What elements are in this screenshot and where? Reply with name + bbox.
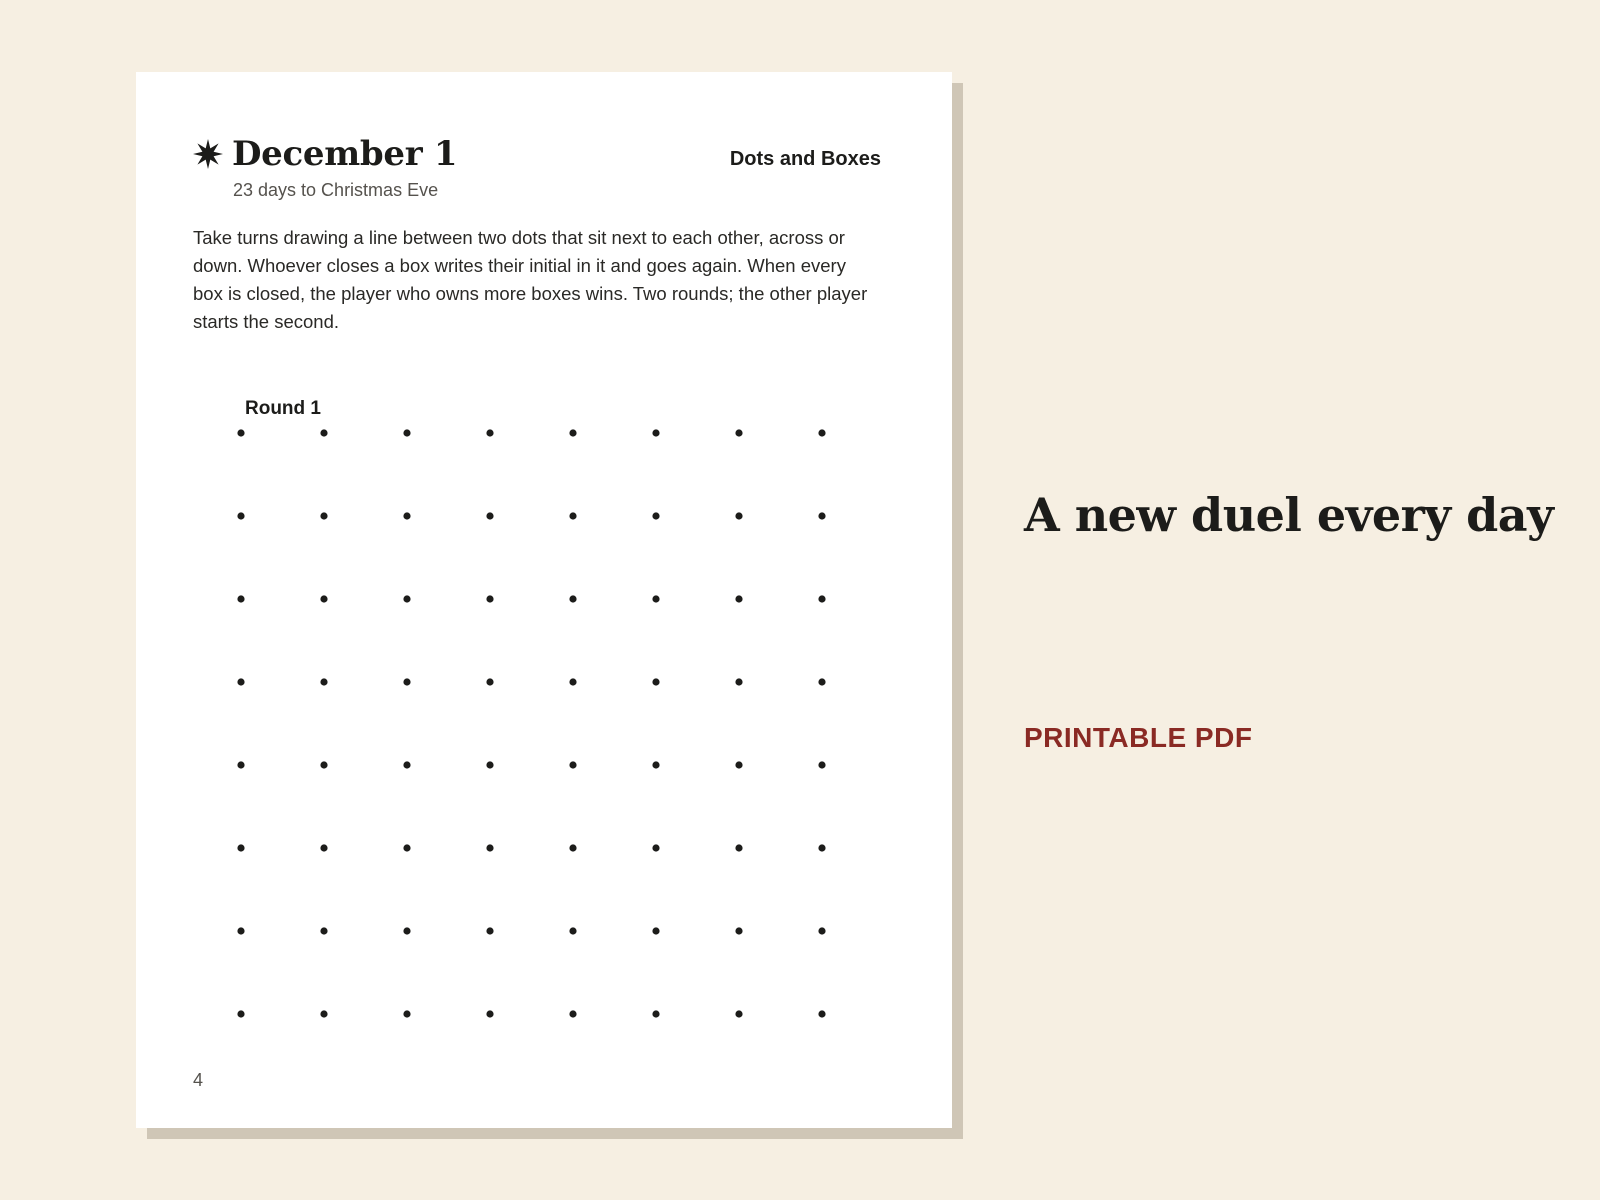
grid-dot (569, 512, 576, 519)
grid-dot (735, 844, 742, 851)
date-title: December 1 (232, 134, 458, 174)
grid-dot (652, 761, 659, 768)
game-name: Dots and Boxes (729, 148, 881, 170)
grid-dot (486, 1010, 493, 1017)
grid-dot (818, 512, 825, 519)
date-header (193, 134, 457, 174)
grid-dot (403, 761, 410, 768)
grid-dot (320, 927, 327, 934)
format-label: PRINTABLE PDF (1024, 722, 1253, 753)
grid-dot (320, 761, 327, 768)
round-label: Round 1 (245, 398, 321, 419)
grid-dot (735, 1010, 742, 1017)
grid-dot (735, 429, 742, 436)
activity-page (136, 72, 952, 1128)
grid-dot (569, 595, 576, 602)
countdown-text: 23 days to Christmas Eve (233, 180, 439, 200)
grid-dot (486, 761, 493, 768)
grid-dot (403, 595, 410, 602)
grid-dot (403, 844, 410, 851)
grid-dot (237, 761, 244, 768)
grid-dot (403, 429, 410, 436)
grid-dot (237, 429, 244, 436)
grid-dot (403, 512, 410, 519)
grid-dot (486, 927, 493, 934)
grid-dot (237, 512, 244, 519)
grid-dot (569, 678, 576, 685)
grid-dot (735, 678, 742, 685)
grid-dot (237, 844, 244, 851)
grid-dot (652, 429, 659, 436)
grid-dot (818, 595, 825, 602)
grid-dot (652, 512, 659, 519)
grid-dot (735, 512, 742, 519)
grid-dot (818, 429, 825, 436)
grid-dot (569, 761, 576, 768)
grid-dot (237, 678, 244, 685)
instructions-text: Take turns drawing a line between two dots that sit next to each other, across or down. Whoever closes a box writes their initial in it and goes again. When every box is closed, the player who owns more boxes wins. Two rounds; the other player starts the second. (193, 227, 868, 332)
grid-dot (818, 678, 825, 685)
grid-dot (569, 927, 576, 934)
grid-dot (569, 1010, 576, 1017)
grid-dot (486, 512, 493, 519)
grid-dot (403, 1010, 410, 1017)
dot-grid (236, 428, 836, 1028)
grid-dot (818, 927, 825, 934)
grid-dot (652, 678, 659, 685)
grid-dot (652, 595, 659, 602)
grid-dot (403, 927, 410, 934)
grid-dot (818, 1010, 825, 1017)
grid-dot (403, 678, 410, 685)
grid-dot (486, 595, 493, 602)
grid-dot (486, 429, 493, 436)
grid-dot (320, 844, 327, 851)
page-number: 4 (193, 1070, 204, 1090)
grid-dot (818, 761, 825, 768)
grid-dot (652, 1010, 659, 1017)
grid-dot (818, 844, 825, 851)
grid-dot (320, 429, 327, 436)
grid-dot (735, 761, 742, 768)
grid-dot (735, 595, 742, 602)
grid-dot (569, 429, 576, 436)
grid-dot (237, 595, 244, 602)
grid-dot (320, 1010, 327, 1017)
grid-dot (652, 927, 659, 934)
grid-dot (320, 512, 327, 519)
grid-dot (237, 1010, 244, 1017)
promo-tagline: A new duel every day (1024, 488, 1554, 542)
star-icon (193, 139, 223, 169)
grid-dot (320, 595, 327, 602)
grid-dot (237, 927, 244, 934)
grid-dot (486, 678, 493, 685)
grid-dot (735, 927, 742, 934)
grid-dot (569, 844, 576, 851)
grid-dot (486, 844, 493, 851)
grid-dot (320, 678, 327, 685)
grid-dot (652, 844, 659, 851)
